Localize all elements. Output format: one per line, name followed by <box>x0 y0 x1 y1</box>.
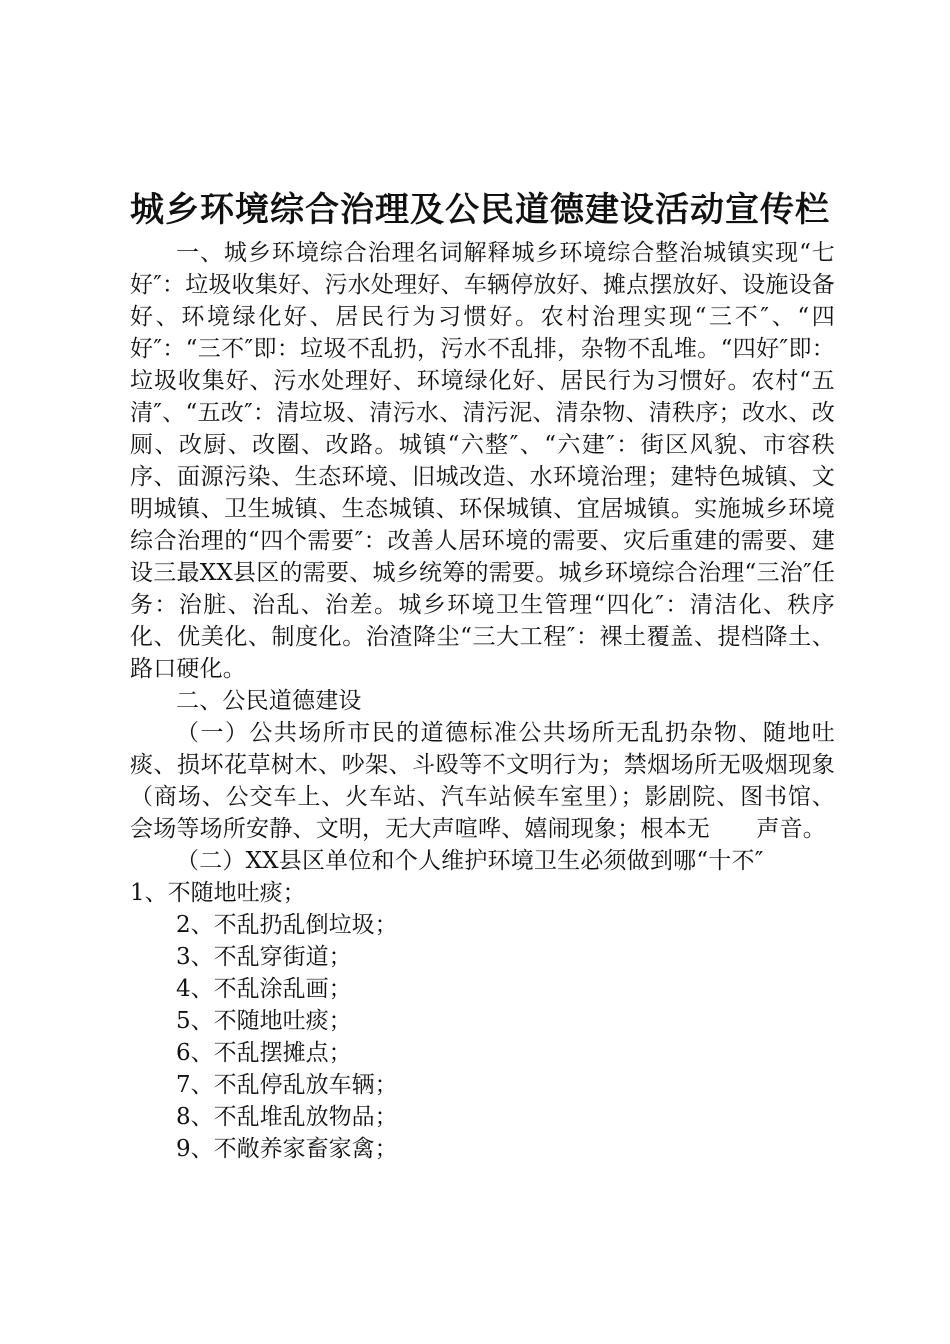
ten-donts-list <box>130 877 835 1165</box>
list-item: 3、不乱穿街道； <box>176 944 352 970</box>
list-item: 4、不乱涂乱画； <box>176 976 352 1002</box>
paragraph-ten-donts-heading: （二）XX县区单位和个人维护环境卫生必须做到哪“十不″ <box>176 848 764 874</box>
document-page <box>130 185 835 1165</box>
list-item: 8、不乱堆乱放物品； <box>176 1104 398 1130</box>
list-item: 5、不随地吐痰； <box>176 1008 352 1034</box>
document-title: 城乡环境综合治理及公民道德建设活动宣传栏 <box>130 190 830 230</box>
list-item: 7、不乱停乱放车辆； <box>176 1072 398 1098</box>
paragraph-environment-terms: 一、城乡环境综合治理名词解释城乡环境综合整治城镇实现“七好″：垃圾收集好、污水处理好、车辆停放好、摊点摆放好、设施设备好、环境绿化好、居民行为习惯好。农村治理实现“三不″、“四好″：“三不″即：垃圾不乱扔，污水不乱排，杂物不乱堆。“四好″即：垃圾收集好、污水处理好、环境绿化好、居民行为习惯好。农村“五清″、“五改″：清垃圾、清污水、清污泥、清杂物、清秩序；改水、改厕、改厨、改圈、改路。城镇“六整″、“六建″：街区风貌、市容秩序、面源污染、生态环境、旧城改造、水环境治理；建特色城镇、文明城镇、卫生城镇、生态城镇、环保城镇、宜居城镇。实施城乡环境综合治理的“四个需要″：改善人居环境的需要、灾后重建的需要、建设三最XX县区的需要、城乡统筹的需要。城乡环境综合治理“三治″任务：治脏、治乱、治差。城乡环境卫生管理“四化″：清洁化、秩序化、优美化、制度化。治渣降尘“三大工程″：裸土覆盖、提档降土、路口硬化。 <box>130 240 835 682</box>
list-item: 6、不乱摆摊点； <box>176 1040 352 1066</box>
list-item: 2、不乱扔乱倒垃圾； <box>176 912 398 938</box>
list-item: 9、不敞养家畜家禽； <box>176 1136 398 1162</box>
paragraph-public-places: （一）公共场所市民的道德标准公共场所无乱扔杂物、随地吐痰、损坏花草树木、吵架、斗殴等不文明行为；禁烟场所无吸烟现象（商场、公交车上、火车站、汽车站候车室里）；影剧院、图书馆、会场等场所安静、文明，无大声喧哗、嬉闹现象；根本无 声音。 <box>130 720 835 842</box>
section-heading-civic-morality: 二、公民道德建设 <box>176 688 362 714</box>
list-item: 1、不随地吐痰； <box>130 880 306 906</box>
